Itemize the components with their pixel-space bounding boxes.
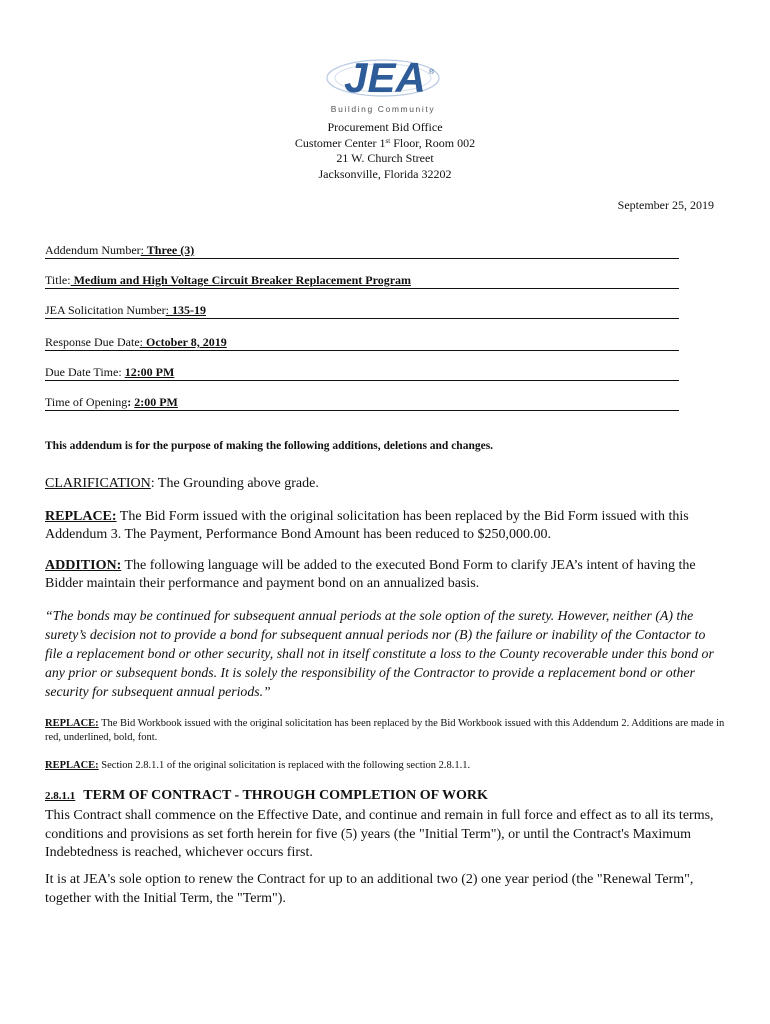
logo-tagline: Building Community [330,104,436,114]
bond-quote-paragraph: “The bonds may be continued for subsequent annual periods at the sole option of the surety. However, neither (A) the surety’s decision not to provide a bond for subsequent annual periods nor (B) the failure or inability of the Contactor to file a replacement bond or other security, shall not in itself constitute a loss to the County recoverable under this bond or any prior or subsequent bonds. It is solely the responsibility of the Contractor to provide a replacement bond or other security for subsequent annual periods.” [45,608,714,699]
field-solicitation-number: JEA Solicitation Number: 135-19 [45,302,679,319]
section-title: TERM OF CONTRACT - THROUGH COMPLETION OF WORK [83,788,488,803]
replace-section-paragraph: REPLACE: Section 2.8.1.1 of the original solicitation is replaced with the following section 2.8.1.1. [45,760,471,771]
field-response-due-date: Response Due Date: October 8, 2019 [45,334,679,351]
replace-bid-form-paragraph: REPLACE: The Bid Form issued with the original solicitation has been replaced by the Bid Form issued with this Addendum 3. The Payment, Performance Bond Amount has been reduced to $250,000.00. [45,509,689,542]
address-line-1: Procurement Bid Office [327,120,443,134]
renewal-paragraph: It is at JEA's sole option to renew the Contract for up to an additional two (2) one year period (the "Renewal Term", together with the Initial Term, the "Term"). [45,872,694,906]
address-line-4: Jacksonville, Florida 32202 [318,166,452,181]
replace-keyword: REPLACE: [45,718,99,729]
addition-paragraph: ADDITION: The following language will be added to the executed Bond Form to clarify JEA’s intent of having the Bidder maintain their performance and payment bond on an annualized basis. [45,558,696,591]
address-line-3: 21 W. Church Street [336,151,434,165]
field-addendum-number: Addendum Number: Three (3) [45,242,679,259]
replace-workbook-paragraph: REPLACE: The Bid Workbook issued with the original solicitation has been replaced by the Bid Workbook issued with this Addendum 2. Additions are made in red, underlined, bold, font. [45,718,725,743]
document-date: September 25, 2019 [617,198,714,212]
section-number: 2.8.1.1 [45,790,76,802]
field-title: Title: Medium and High Voltage Circuit Breaker Replacement Program [45,272,679,289]
addendum-purpose: This addendum is for the purpose of making the following additions, deletions and changes. [45,440,494,452]
replace-keyword: REPLACE: [45,509,117,524]
clarification-keyword: CLARIFICATION [45,476,151,491]
office-address [0,120,770,182]
section-heading [45,787,725,806]
logo-wordmark: JEA [344,54,426,101]
address-line-2: Customer Center 1st Floor, Room 002 [294,135,476,150]
jea-logo [315,52,455,122]
logo-registered-mark: ® [429,69,435,76]
term-paragraph: This Contract shall commence on the Effective Date, and continue and remain in full force and effect as to all its terms, conditions and provisions as set forth herein for five (5) years (the "Initial Term"), or until the Contract's Maximum Indebtedness is reached, whichever occurs first. [45,808,714,860]
replace-keyword: REPLACE: [45,760,99,771]
jea-logo-graphic [315,52,455,122]
addition-keyword: ADDITION: [45,558,122,573]
clarification-paragraph: CLARIFICATION: The Grounding above grade. [45,476,319,491]
field-due-date-time: Due Date Time: 12:00 PM [45,364,679,381]
field-time-of-opening: Time of Opening: 2:00 PM [45,394,679,411]
